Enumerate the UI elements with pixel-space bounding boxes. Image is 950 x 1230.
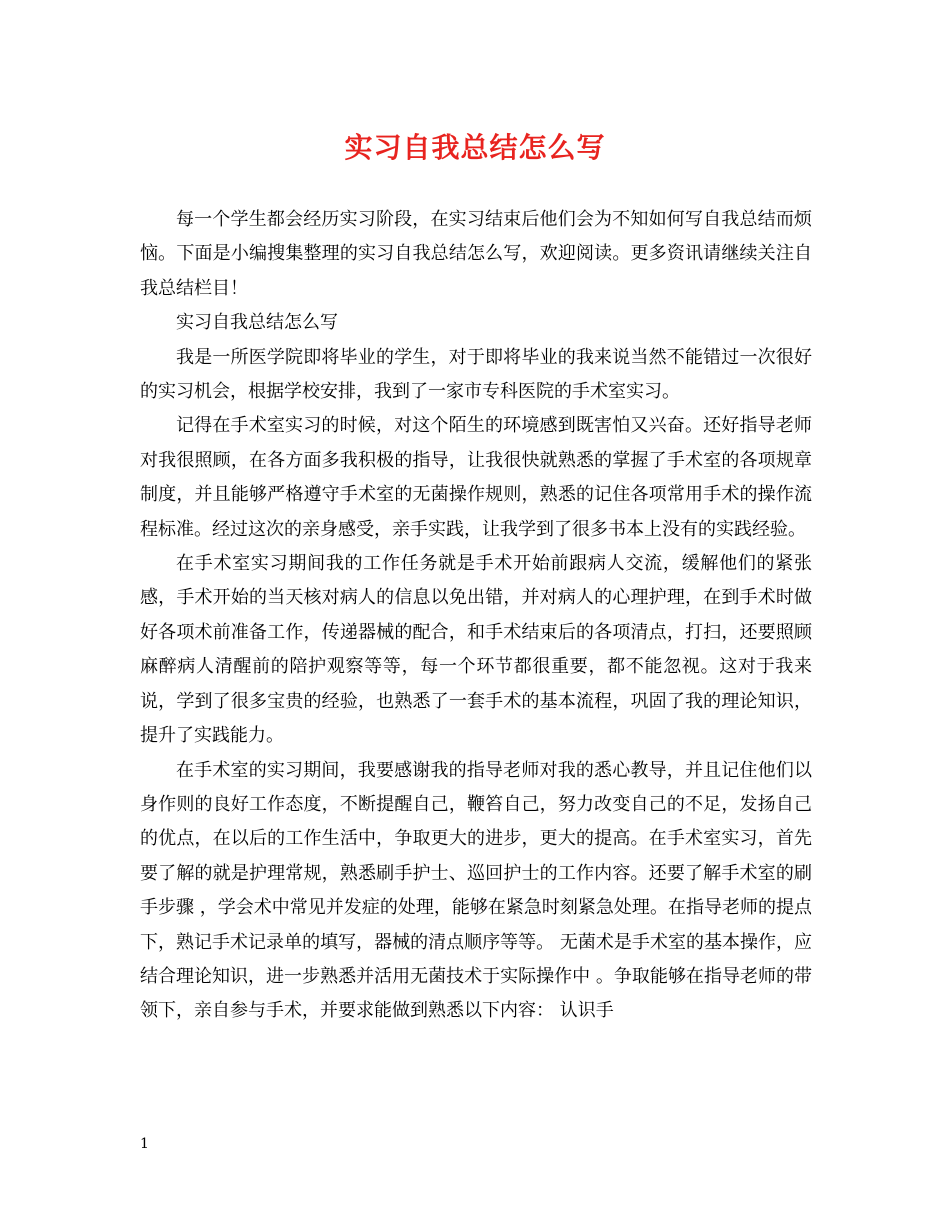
section-heading: 实习自我总结怎么写 [176, 312, 338, 334]
page-number: 1 [140, 1136, 149, 1152]
body-paragraph: 记得在手术室实习的时候，对这个陌生的环境感到既害怕又兴奋。还好指导老师对我很照顾，在各方面多我积极的指导，让我很快就熟悉的掌握了手术室的各项规章制度，并且能够严格遵守手术室的无菌操作规则，熟悉的记住各项常用手术的操作流程标准。经过这次的亲身感受，亲手实践，让我学到了很多书本上没有的实践经验。 [140, 415, 812, 540]
intro-paragraph: 每一个学生都会经历实习阶段，在实习结束后他们会为不知如何写自我总结而烦恼。下面是小编搜集整理的实习自我总结怎么写，欢迎阅读。更多资讯请继续关注自我总结栏目！ [140, 209, 812, 299]
body-paragraph: 在手术室的实习期间，我要感谢我的指导老师对我的悉心教导，并且记住他们以身作则的良好工作态度，不断提醒自己，鞭笞自己，努力改变自己的不足，发扬自己的优点，在以后的工作生活中，争取更大的进步，更大的提高。在手术室实习，首先要了解的就是护理常规，熟悉刷手护士、巡回护士的工作内容。还要了解手术室的刷手步骤 ，学会术中常见并发症的处理，能够在紧急时刻紧急处理。在指导老师的提点下，熟记手术记录单的填写，器械的清点顺序等等。 无菌术是手术室的基本操作，应结合理论知识，进一步熟悉并活用无菌技术于实际操作中 。争取能够在指导老师的带领下，亲自参与手术，并要求能做到熟悉以下内容： 认识手 [140, 759, 812, 1022]
body-paragraph: 我是一所医学院即将毕业的学生，对于即将毕业的我来说当然不能错过一次很好的实习机会，根据学校安排，我到了一家市专科医院的手术室实习。 [140, 346, 812, 403]
body-paragraph: 在手术室实习期间我的工作任务就是手术开始前跟病人交流，缓解他们的紧张感，手术开始的当天核对病人的信息以免出错，并对病人的心理护理，在到手术时做好各项术前准备工作，传递器械的配合，和手术结束后的各项清点，打扫，还要照顾麻醉病人清醒前的陪护观察等等，每一个环节都很重要，都不能忽视。这对于我来说，学到了很多宝贵的经验，也熟悉了一套手术的基本流程，巩固了我的理论知识，提升了实践能力。 [140, 553, 812, 747]
document-body [140, 203, 812, 1029]
document-title: 实习自我总结怎么写 [344, 131, 606, 164]
